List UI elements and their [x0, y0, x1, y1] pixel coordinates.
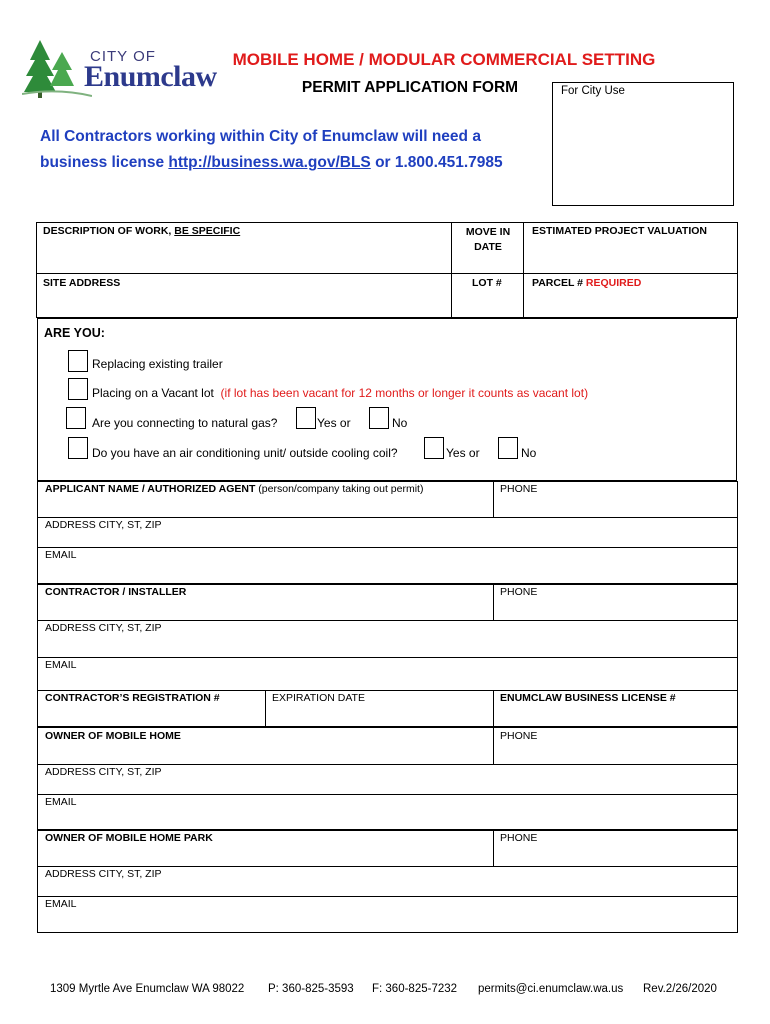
gas-yes-label: Yes or	[317, 416, 351, 430]
divider	[493, 584, 494, 620]
notice-line1: All Contractors working within City of Enumclaw will need a	[40, 128, 481, 145]
applicant-section	[37, 481, 738, 584]
owner-home-address-label[interactable]: ADDRESS CITY, ST, ZIP	[45, 766, 162, 778]
divider	[265, 690, 266, 727]
applicant-address-label[interactable]: ADDRESS CITY, ST, ZIP	[45, 519, 162, 531]
divider	[493, 727, 494, 764]
site-address-label[interactable]: SITE ADDRESS	[43, 277, 121, 289]
vacant-lot-label	[92, 386, 588, 400]
contractor-phone-label[interactable]: PHONE	[500, 586, 538, 598]
are-you-heading: ARE YOU:	[44, 326, 105, 340]
footer-revision: Rev.2/26/2020	[643, 983, 717, 995]
owner-park-email-label[interactable]: EMAIL	[45, 898, 77, 910]
city-use-box	[552, 82, 734, 206]
gas-no-label: No	[392, 416, 408, 430]
divider	[37, 690, 738, 691]
divider	[37, 896, 738, 897]
ac-question-label: Do you have an air conditioning unit/ outside cooling coil?	[92, 446, 398, 460]
divider	[493, 481, 494, 517]
contractor-notice	[40, 124, 550, 176]
form-subtitle: PERMIT APPLICATION FORM	[301, 79, 519, 96]
applicant-name-note: (person/company taking out permit)	[255, 483, 424, 495]
move-in-line2: DATE	[474, 241, 502, 253]
divider	[37, 657, 738, 658]
footer-email[interactable]: permits@ci.enumclaw.wa.us	[478, 983, 624, 995]
owner-park-address-label[interactable]: ADDRESS CITY, ST, ZIP	[45, 868, 162, 880]
ac-no-checkbox[interactable]	[498, 437, 518, 459]
move-in-date-label[interactable]	[452, 225, 524, 255]
vacant-lot-checkbox[interactable]	[68, 378, 88, 400]
applicant-name-text: APPLICANT NAME / AUTHORIZED AGENT	[45, 483, 256, 495]
footer-fax: F: 360-825-7232	[372, 983, 458, 995]
ac-yes-checkbox[interactable]	[424, 437, 444, 459]
parcel-label-text: PARCEL #	[532, 277, 586, 289]
divider	[37, 620, 738, 621]
divider	[493, 830, 494, 866]
replacing-checkbox[interactable]	[68, 350, 88, 372]
contractor-address-label[interactable]: ADDRESS CITY, ST, ZIP	[45, 622, 162, 634]
footer-phone: P: 360-825-3593	[268, 983, 354, 995]
divider	[37, 866, 738, 867]
divider	[493, 690, 494, 727]
contractor-section	[37, 584, 738, 727]
divider	[37, 517, 738, 518]
contractor-email-label[interactable]: EMAIL	[45, 659, 77, 671]
owner-home-email-label[interactable]: EMAIL	[45, 796, 77, 808]
footer-address: 1309 Myrtle Ave Enumclaw WA 98022	[50, 983, 245, 995]
description-label-text: DESCRIPTION OF WORK,	[43, 225, 175, 237]
business-license-label[interactable]: ENUMCLAW BUSINESS LICENSE #	[500, 692, 676, 704]
divider	[37, 794, 738, 795]
owner-park-phone-label[interactable]: PHONE	[500, 832, 538, 844]
expiration-label[interactable]: EXPIRATION DATE	[272, 692, 365, 704]
applicant-phone-label[interactable]: PHONE	[500, 483, 538, 495]
owner-home-label[interactable]: OWNER OF MOBILE HOME	[45, 730, 181, 742]
valuation-label[interactable]: ESTIMATED PROJECT VALUATION	[532, 225, 708, 237]
ac-no-label: No	[521, 446, 537, 460]
owner-home-section	[37, 727, 738, 830]
bls-link[interactable]: http://business.wa.gov/BLS	[168, 154, 371, 171]
notice-line2	[40, 150, 550, 176]
lot-label[interactable]: LOT #	[472, 277, 502, 289]
city-logo	[22, 38, 222, 100]
vacant-lot-note: (if lot has been vacant for 12 months or longer it counts as vacant lot)	[220, 386, 589, 400]
owner-park-section	[37, 830, 738, 933]
divider	[36, 273, 738, 274]
owner-park-label[interactable]: OWNER OF MOBILE HOME PARK	[45, 832, 213, 844]
description-label[interactable]	[43, 225, 240, 237]
parcel-required: REQUIRED	[585, 277, 642, 289]
replacing-label: Replacing existing trailer	[92, 357, 223, 371]
logo-name-text: Enumclaw	[84, 60, 217, 93]
notice-phone: or 1.800.451.7985	[370, 154, 503, 171]
gas-question-label: Are you connecting to natural gas?	[92, 416, 278, 430]
description-label-emph: BE SPECIFIC	[174, 225, 241, 237]
form-title: MOBILE HOME / MODULAR COMMERCIAL SETTING	[232, 50, 656, 69]
ac-question-checkbox[interactable]	[68, 437, 88, 459]
contractor-label[interactable]: CONTRACTOR / INSTALLER	[45, 586, 187, 598]
gas-question-checkbox[interactable]	[66, 407, 86, 429]
city-use-label: For City Use	[561, 85, 625, 97]
divider	[37, 764, 738, 765]
applicant-name-label[interactable]	[45, 483, 423, 495]
divider	[37, 547, 738, 548]
tree-icon	[22, 38, 92, 100]
applicant-email-label[interactable]: EMAIL	[45, 549, 77, 561]
notice-prefix: business license	[40, 154, 169, 171]
owner-home-phone-label[interactable]: PHONE	[500, 730, 538, 742]
vacant-lot-text: Placing on a Vacant lot	[92, 386, 214, 400]
gas-no-checkbox[interactable]	[369, 407, 389, 429]
parcel-label[interactable]	[532, 277, 641, 289]
registration-label[interactable]: CONTRACTOR’S REGISTRATION #	[45, 692, 220, 704]
gas-yes-checkbox[interactable]	[296, 407, 316, 429]
logo-city-text: CITY OF	[90, 48, 156, 65]
ac-yes-label: Yes or	[446, 446, 480, 460]
move-in-line1: MOVE IN	[465, 226, 511, 238]
